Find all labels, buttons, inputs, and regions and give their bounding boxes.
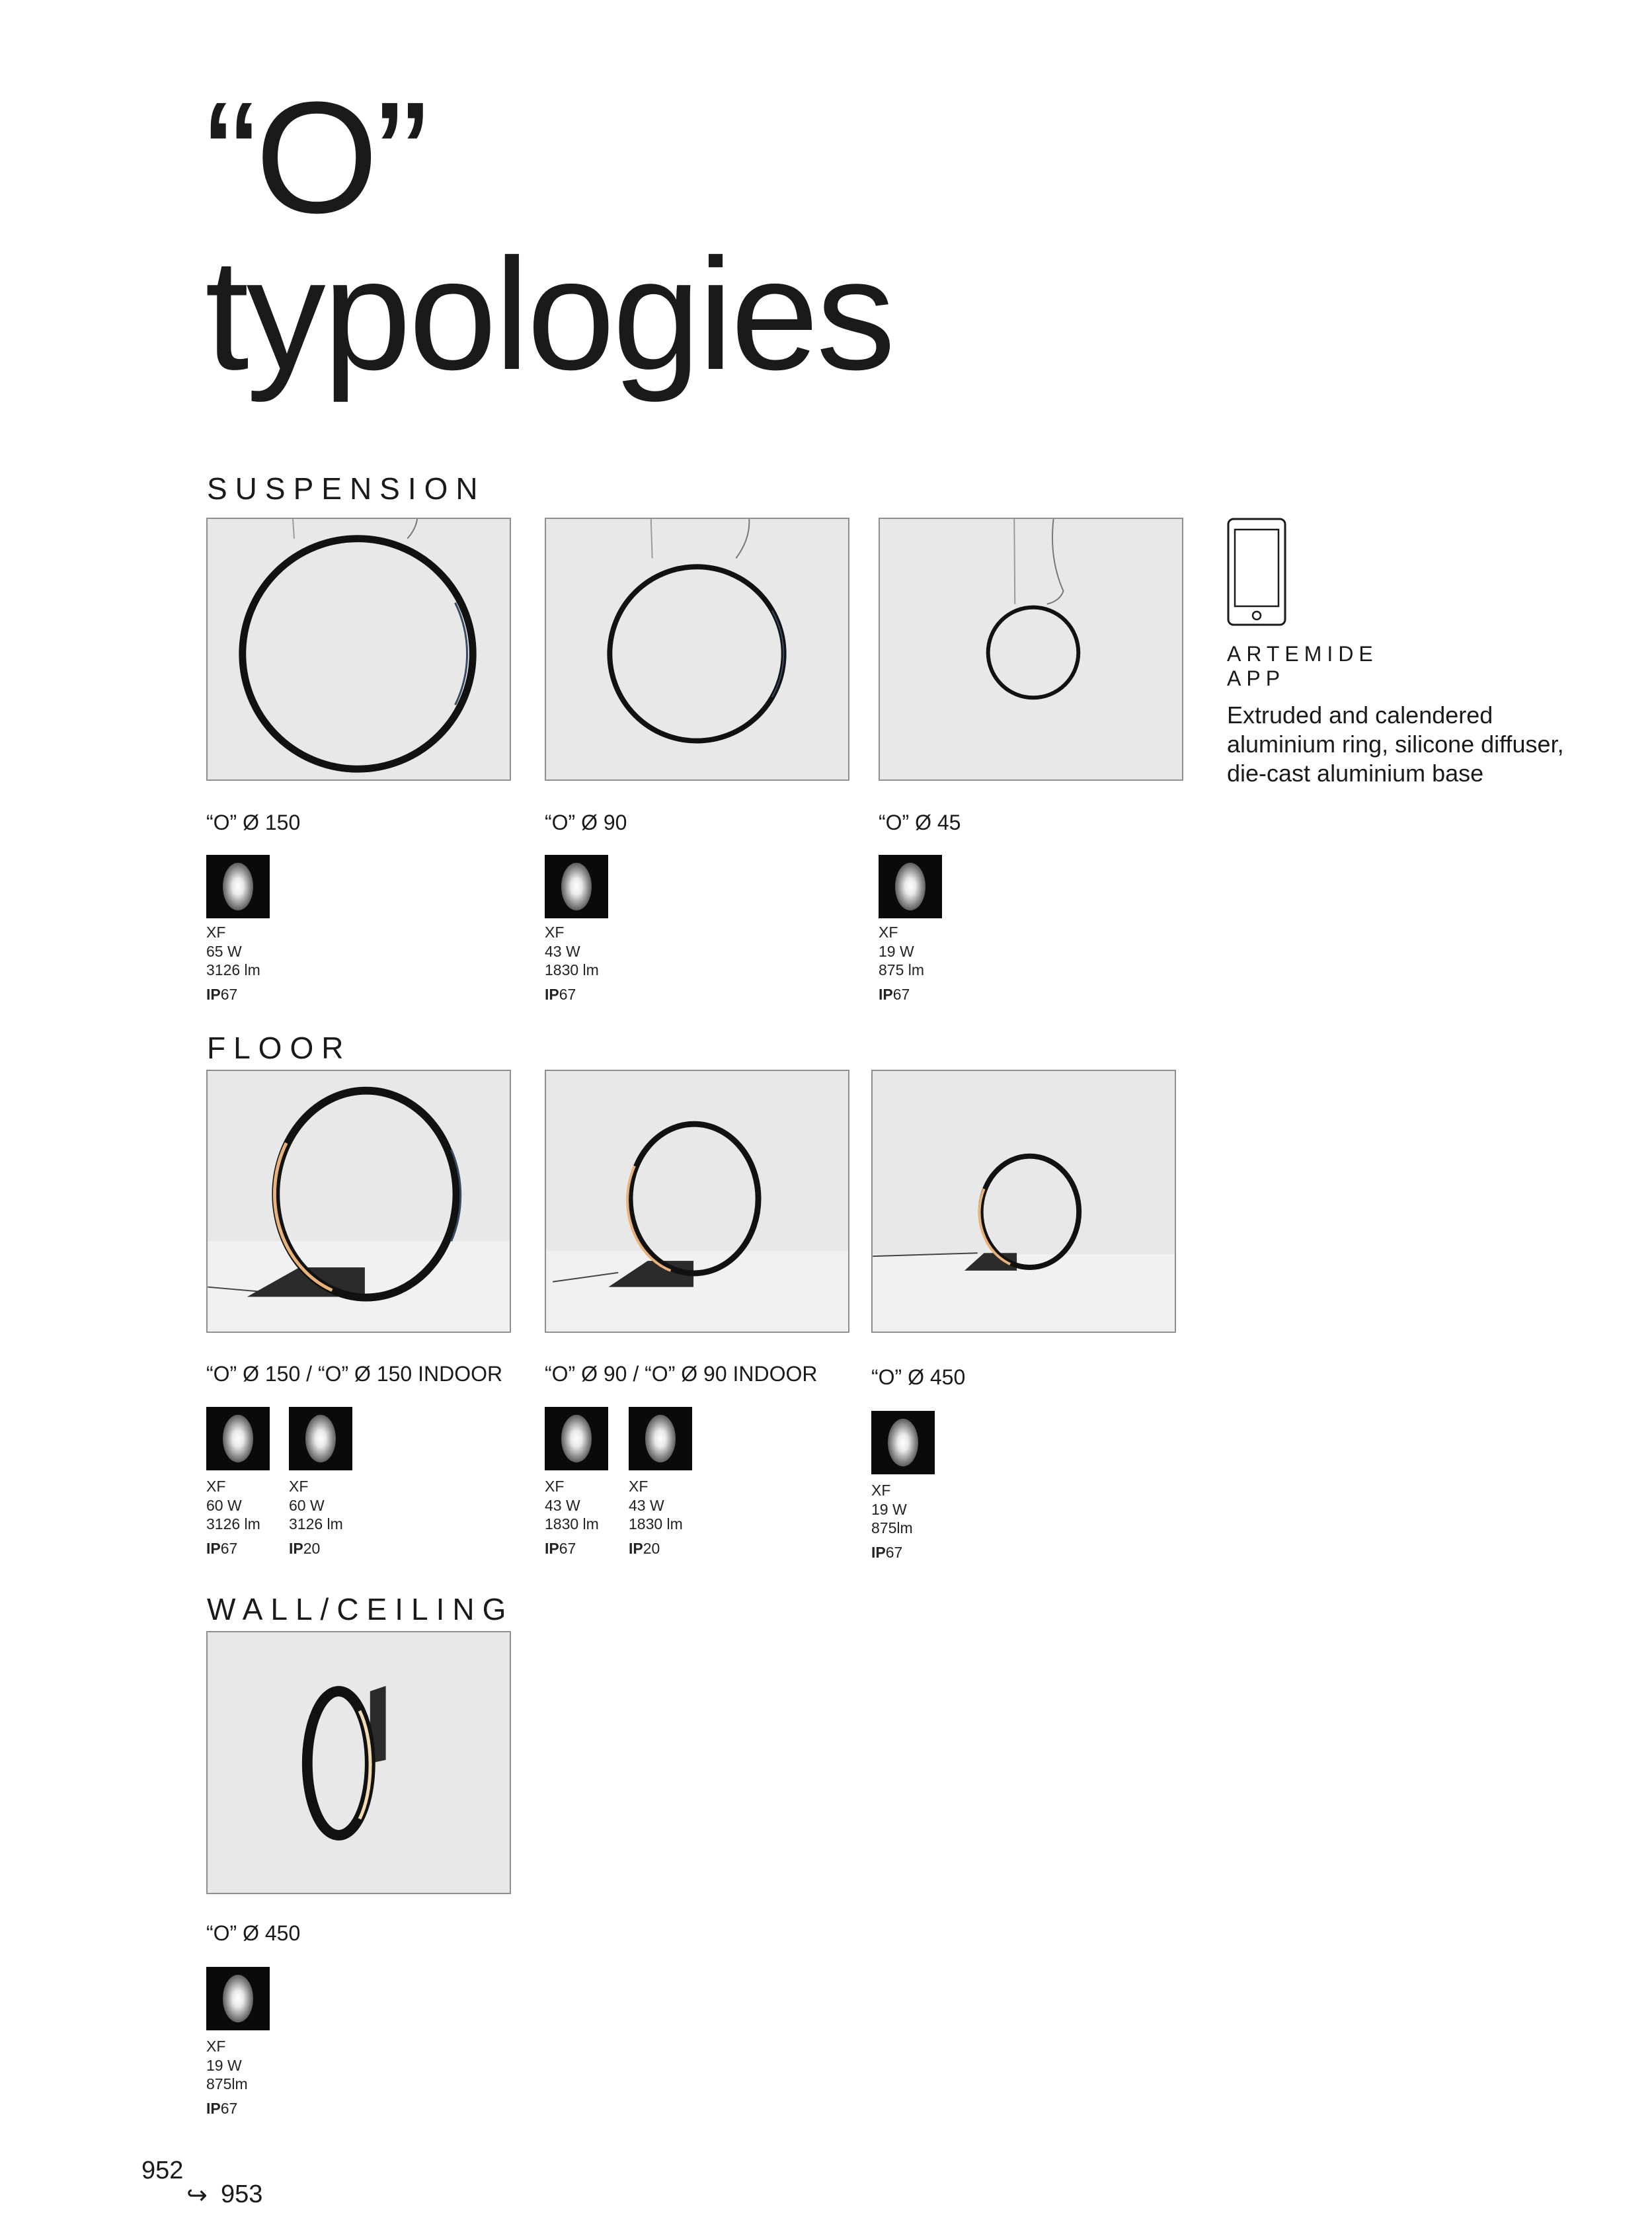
product-label-floor-450: “O” Ø 450 [871, 1365, 966, 1389]
spec-type: XF [545, 924, 565, 941]
product-photo-floor-150 [206, 1070, 511, 1333]
light-emission-icon [206, 855, 270, 918]
product-photo-suspension-150 [206, 518, 511, 781]
spec-lumen: 875 lm [879, 961, 925, 978]
spec-block [629, 1477, 683, 1558]
spec-type: XF [629, 1478, 649, 1495]
spec-type: XF [545, 1478, 565, 1495]
light-emission-icon [206, 1407, 270, 1470]
spec-ip: IP67 [206, 2099, 238, 2117]
spec-ip: IP67 [206, 1539, 238, 1557]
page-title-line-1: “O” [205, 69, 426, 246]
light-emission-icon [545, 855, 608, 918]
product-label-suspension-45: “O” Ø 45 [879, 811, 961, 834]
spec-type: XF [206, 1478, 226, 1495]
spec-lumen: 1830 lm [545, 961, 599, 978]
spec-power: 19 W [871, 1500, 907, 1518]
light-emission-icon [206, 1967, 270, 2030]
product-label-floor-90: “O” Ø 90 / “O” Ø 90 INDOOR [545, 1362, 818, 1386]
section-heading-floor: FLOOR [207, 1031, 352, 1065]
spec-ip: IP67 [871, 1543, 903, 1561]
spec-type: XF [879, 924, 898, 941]
spec-power: 43 W [629, 1496, 664, 1514]
spec-block [871, 1481, 913, 1562]
spec-lumen: 1830 lm [545, 1515, 599, 1533]
spec-power: 19 W [879, 942, 914, 960]
spec-block [289, 1477, 343, 1558]
product-photo-wall-450 [206, 1631, 511, 1894]
light-emission-icon [629, 1407, 692, 1470]
spec-lumen: 875lm [871, 1519, 913, 1536]
spec-ip: IP67 [879, 985, 910, 1003]
spec-ip: IP20 [629, 1539, 660, 1557]
page-number: 952 [141, 2157, 184, 2184]
app-title-line-1: ARTEMIDE [1227, 642, 1378, 666]
section-heading-wall-ceiling: WALL/CEILING [207, 1592, 514, 1626]
next-page-number[interactable]: 953 [221, 2180, 263, 2208]
spec-lumen: 3126 lm [206, 961, 260, 978]
next-page-arrow-icon[interactable]: ↪ [186, 2182, 208, 2210]
spec-lumen: 3126 lm [206, 1515, 260, 1533]
spec-block [545, 1477, 599, 1558]
app-description: Extruded and calendered aluminium ring, silicone diffuser, die-cast aluminium base [1227, 701, 1564, 787]
spec-power: 65 W [206, 942, 242, 960]
section-heading-suspension: SUSPENSION [207, 471, 486, 506]
product-label-floor-150: “O” Ø 150 / “O” Ø 150 INDOOR [206, 1362, 503, 1386]
spec-block [206, 923, 260, 1004]
light-emission-icon [871, 1411, 935, 1474]
spec-power: 19 W [206, 2056, 242, 2074]
spec-type: XF [206, 924, 226, 941]
artemide-app-title [1227, 642, 1378, 691]
spec-block [545, 923, 599, 1004]
product-photo-floor-450 [871, 1070, 1176, 1333]
light-emission-icon [289, 1407, 352, 1470]
spec-ip: IP20 [289, 1539, 321, 1557]
spec-ip: IP67 [206, 985, 238, 1003]
product-label-suspension-150: “O” Ø 150 [206, 811, 301, 834]
spec-block [879, 923, 924, 1004]
page-title-line-2: typologies [205, 225, 893, 403]
spec-lumen: 1830 lm [629, 1515, 683, 1533]
app-title-line-2: APP [1227, 666, 1286, 690]
spec-power: 60 W [289, 1496, 325, 1514]
product-label-wall-450: “O” Ø 450 [206, 1921, 301, 1945]
product-photo-floor-90 [545, 1070, 849, 1333]
spec-type: XF [206, 2038, 226, 2055]
spec-type: XF [871, 1482, 891, 1499]
spec-type: XF [289, 1478, 309, 1495]
spec-block [206, 1477, 260, 1558]
product-label-suspension-90: “O” Ø 90 [545, 811, 627, 834]
spec-power: 43 W [545, 1496, 580, 1514]
smartphone-icon [1227, 518, 1286, 626]
spec-lumen: 3126 lm [289, 1515, 343, 1533]
spec-block [206, 2037, 248, 2118]
product-photo-suspension-45 [879, 518, 1183, 781]
spec-ip: IP67 [545, 985, 576, 1003]
spec-lumen: 875lm [206, 2075, 248, 2092]
spec-power: 43 W [545, 942, 580, 960]
product-photo-suspension-90 [545, 518, 849, 781]
spec-power: 60 W [206, 1496, 242, 1514]
light-emission-icon [545, 1407, 608, 1470]
spec-ip: IP67 [545, 1539, 576, 1557]
light-emission-icon [879, 855, 942, 918]
